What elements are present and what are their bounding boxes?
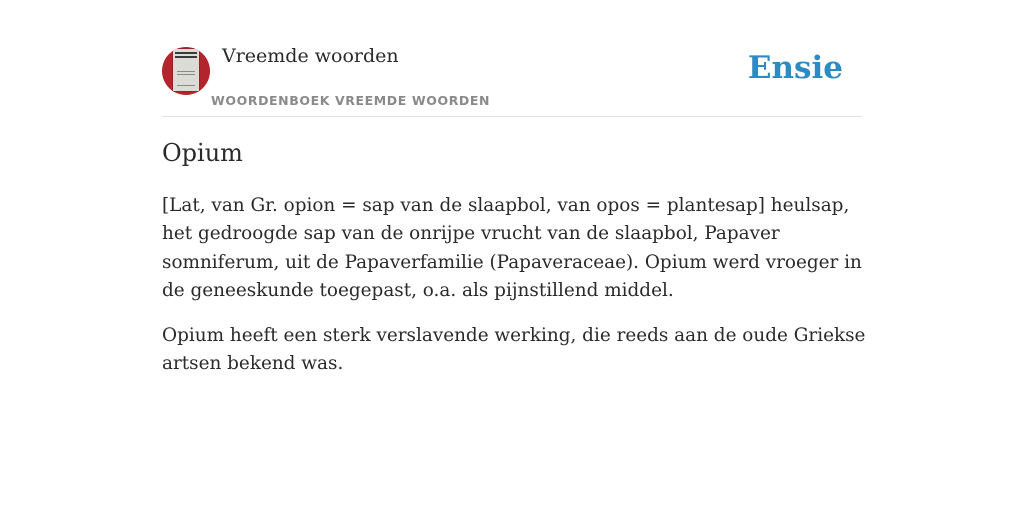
source-avatar[interactable] (162, 47, 210, 95)
brand-logo[interactable]: Ensie (747, 50, 843, 86)
entry-headword: Opium (162, 139, 243, 167)
source-header (162, 0, 862, 117)
definition-paragraph: [Lat, van Gr. opion = sap van de slaapbol, van opos = plantesap] heulsap, het gedroogde sap van de onrijpe vrucht van de slaapbol, Papaver somniferum, uit de Papaverfamilie (Papaveraceae). Opium werd vroeger in de geneeskunde toegepast, o.a. als pijnstillend middel. (162, 195, 862, 301)
source-title-link[interactable]: Vreemde woorden (222, 45, 399, 67)
entry-definition (162, 192, 867, 396)
page (162, 0, 866, 375)
definition-paragraph: Opium heeft een sterk verslavende werking, die reeds aan de oude Griekse artsen bekend was. (162, 325, 866, 375)
book-cover-icon (173, 49, 199, 91)
source-subtitle: WOORDENBOEK VREEMDE WOORDEN (211, 93, 491, 108)
